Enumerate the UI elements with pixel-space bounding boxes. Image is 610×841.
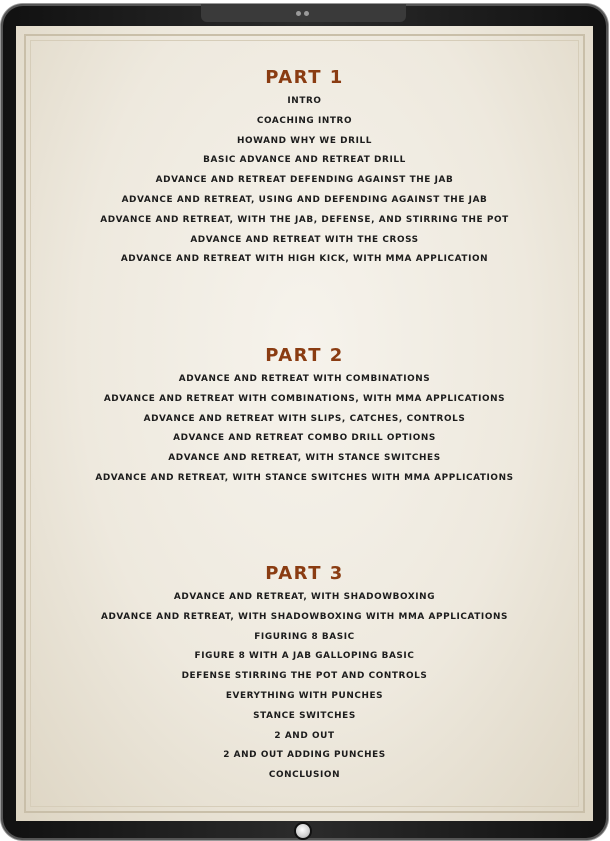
part-3-item: FIGURING 8 BASIC	[254, 631, 355, 642]
part-2-item: ADVANCE AND RETREAT, WITH STANCE SWITCHES	[168, 453, 441, 464]
part-1-item: ADVANCE AND RETREAT WITH THE CROSS	[190, 234, 419, 245]
part-3-item: CONCLUSION	[268, 770, 341, 781]
home-button[interactable]	[294, 822, 312, 840]
part-2-item: ADVANCE AND RETREAT WITH COMBINATIONS, WITH MMA APPLICATIONS	[103, 393, 506, 404]
part-3-item: 2 AND OUT	[274, 730, 335, 741]
part-3-item: STANCE SWITCHES	[253, 710, 356, 721]
part-1-title: PART 1	[265, 67, 344, 88]
part-2-title: PART 2	[265, 345, 344, 366]
tablet-screen	[16, 26, 593, 821]
part-1-item: ADVANCE AND RETREAT DEFENDING AGAINST THE JAB	[155, 175, 454, 186]
table-of-contents	[16, 26, 593, 821]
tablet-frame	[1, 4, 608, 840]
part-2-item: ADVANCE AND RETREAT WITH SLIPS, CATCHES, CONTROLS	[143, 413, 466, 424]
part-2-section	[16, 344, 593, 489]
tablet-top-bezel	[201, 4, 406, 22]
part-1-item: INTRO	[287, 96, 322, 106]
part-1-item: ADVANCE AND RETREAT, WITH THE JAB, DEFENSE, AND STIRRING THE POT	[100, 214, 509, 225]
part-1-item: BASIC ADVANCE AND RETREAT DRILL	[203, 155, 406, 166]
part-1-item: ADVANCE AND RETREAT, USING AND DEFENDING AGAINST THE JAB	[121, 194, 488, 205]
part-1-item: COACHING INTRO	[256, 115, 353, 126]
part-2-item: ADVANCE AND RETREAT, WITH STANCE SWITCHES WITH MMA APPLICATIONS	[95, 472, 514, 483]
part-3-item: FIGURE 8 WITH A JAB GALLOPING BASIC	[194, 651, 415, 662]
part-3-item: EVERYTHING WITH PUNCHES	[225, 690, 384, 701]
part-3-section	[16, 562, 593, 786]
part-1-item: ADVANCE AND RETREAT WITH HIGH KICK, WITH MMA APPLICATION	[120, 254, 489, 265]
part-3-item: ADVANCE AND RETREAT, WITH SHADOWBOXING WITH MMA APPLICATIONS	[100, 611, 508, 622]
part-2-item: ADVANCE AND RETREAT WITH COMBINATIONS	[178, 374, 431, 384]
camera-icon	[296, 11, 301, 16]
part-3-title: PART 3	[265, 563, 344, 584]
part-3-item: DEFENSE STIRRING THE POT AND CONTROLS	[181, 671, 428, 682]
part-3-item: ADVANCE AND RETREAT, WITH SHADOWBOXING	[173, 592, 436, 602]
part-1-item: HOWAND WHY WE DRILL	[236, 135, 372, 146]
part-1-section	[16, 66, 593, 270]
sensor-icon	[304, 11, 309, 16]
part-2-item: ADVANCE AND RETREAT COMBO DRILL OPTIONS	[173, 433, 436, 444]
part-3-item: 2 AND OUT ADDING PUNCHES	[223, 750, 386, 761]
